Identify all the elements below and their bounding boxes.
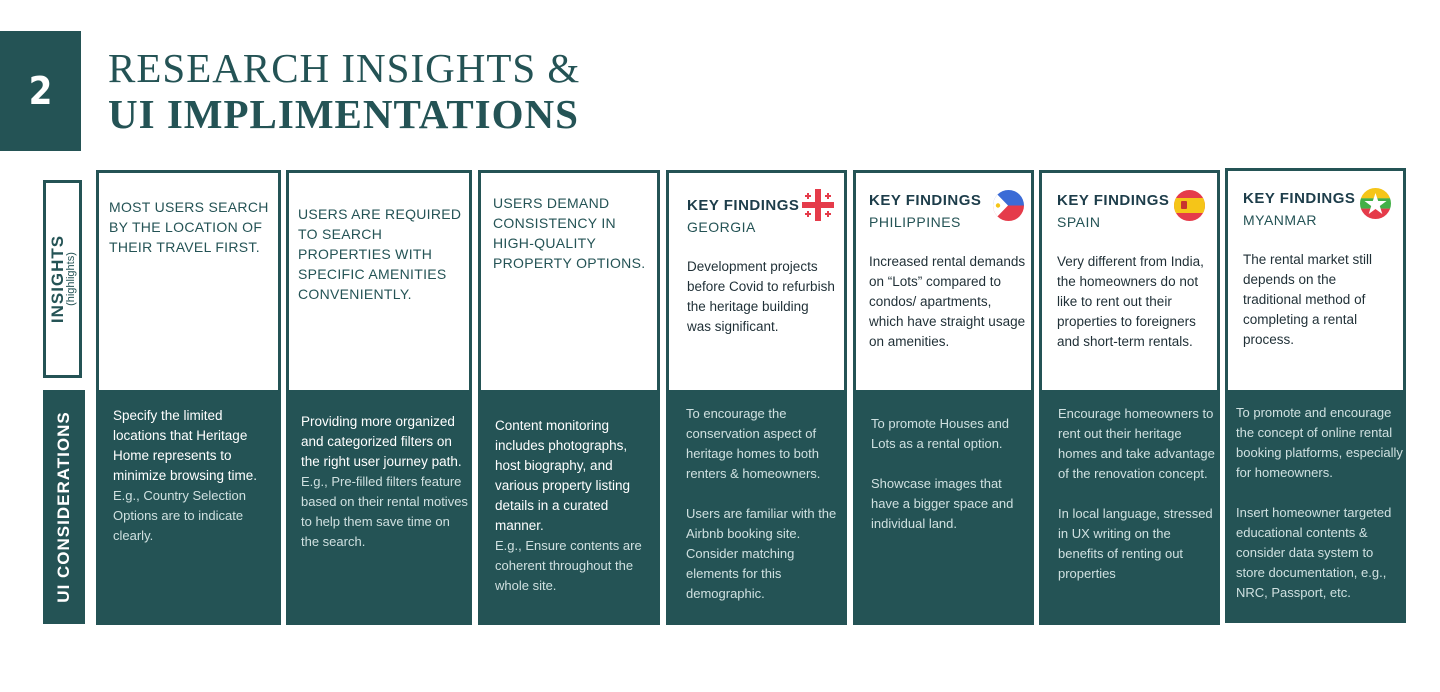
country-name: MYANMAR	[1243, 212, 1318, 228]
ui-considerations-side-label	[43, 390, 85, 624]
insight-card-1	[96, 170, 281, 390]
insight-text: USERS ARE REQUIRED TO SEARCH PROPERTIES WITH SPECIFIC AMENITIES CONVENIENTLY.	[298, 206, 462, 302]
key-findings-body: Very different from India, the homeowners do not like to rent out their properties to foreigners and short-term rentals.	[1057, 254, 1204, 349]
insight-card-2	[286, 170, 472, 390]
key-findings-label: KEY FINDINGS	[1243, 190, 1356, 207]
country-name: GEORGIA	[687, 219, 756, 235]
ui-consideration-text: Specify the limited locations that Heritage Home represents to minimize browsing time.	[113, 408, 258, 483]
key-findings-card-georgia	[666, 170, 847, 390]
ui-example-text: E.g., Pre-filled filters feature based on their rental motives to help them save time on the search.	[301, 474, 468, 549]
key-findings-body: The rental market still depends on the traditional method of completing a rental process.	[1243, 252, 1373, 347]
ui-card-myanmar	[1225, 390, 1406, 623]
myanmar-flag-icon	[1360, 188, 1391, 219]
spain-flag-icon	[1174, 190, 1205, 221]
ui-consideration-text: Insert homeowner targeted educational contents & consider data system to store documentation, e.g., NRC, Passport, etc.	[1236, 505, 1392, 600]
ui-card-spain	[1039, 390, 1220, 625]
insights-sub-label: (highlights)	[64, 252, 77, 306]
philippines-flag-icon	[993, 190, 1024, 221]
key-findings-label: KEY FINDINGS	[869, 192, 982, 209]
georgia-flag-icon	[802, 189, 834, 221]
ui-consideration-text: To promote Houses and Lots as a rental option.	[871, 416, 1010, 451]
insights-label: INSIGHTS	[47, 234, 67, 324]
ui-example-text: E.g., Ensure contents are coherent throughout the whole site.	[495, 538, 642, 593]
country-name: PHILIPPINES	[869, 214, 961, 230]
key-findings-label: KEY FINDINGS	[1057, 192, 1170, 209]
ui-consideration-text: In local language, stressed in UX writing on the benefits of renting out properties	[1058, 506, 1213, 581]
ui-example-text: E.g., Country Selection Options are to indicate clearly.	[113, 488, 246, 543]
key-findings-card-spain	[1039, 170, 1220, 390]
ui-card-1	[96, 390, 281, 625]
title-line-2: UI IMPLIMENTATIONS	[108, 91, 579, 137]
title-line-1: RESEARCH INSIGHTS &	[108, 45, 581, 91]
page-title	[108, 44, 580, 136]
section-number: 2	[0, 31, 81, 151]
ui-card-philippines	[853, 390, 1034, 625]
ui-consideration-text: Showcase images that have a bigger space and individual land.	[871, 476, 1014, 531]
insight-text: MOST USERS SEARCH BY THE LOCATION OF THEIR TRAVEL FIRST.	[109, 199, 269, 255]
key-findings-card-philippines	[853, 170, 1034, 390]
key-findings-card-myanmar	[1225, 168, 1406, 390]
ui-consideration-text: To encourage the conservation aspect of heritage homes to both renters & homeowners.	[686, 406, 821, 481]
insight-text: USERS DEMAND CONSISTENCY IN HIGH-QUALITY PROPERTY OPTIONS.	[493, 195, 646, 271]
key-findings-label: KEY FINDINGS	[687, 197, 800, 214]
key-findings-body: Increased rental demands on “Lots” compared to condos/ apartments, which have straight usage on amenities.	[869, 254, 1026, 349]
ui-card-2	[286, 390, 472, 625]
ui-card-georgia	[666, 390, 847, 625]
ui-consideration-text: To promote and encourage the concept of online rental booking platforms, especially for homeowners.	[1236, 405, 1403, 480]
ui-consideration-text: Content monitoring includes photographs, host biography, and various property listing details in a curated manner.	[495, 418, 631, 533]
ui-card-3	[478, 390, 660, 625]
country-name: SPAIN	[1057, 214, 1101, 230]
ui-consideration-text: Providing more organized and categorized filters on the right user journey path.	[301, 414, 462, 469]
ui-consideration-text: Users are familiar with the Airbnb booking site. Consider matching elements for this demographic.	[686, 506, 837, 601]
key-findings-body: Development projects before Covid to refurbish the heritage building was significant.	[687, 259, 835, 334]
insights-side-label	[43, 180, 82, 378]
ui-consideration-text: Encourage homeowners to rent out their heritage homes and take advantage of the renovation concept.	[1058, 406, 1215, 481]
ui-considerations-label: UI CONSIDERATIONS	[54, 411, 73, 603]
insight-card-3	[478, 170, 660, 390]
